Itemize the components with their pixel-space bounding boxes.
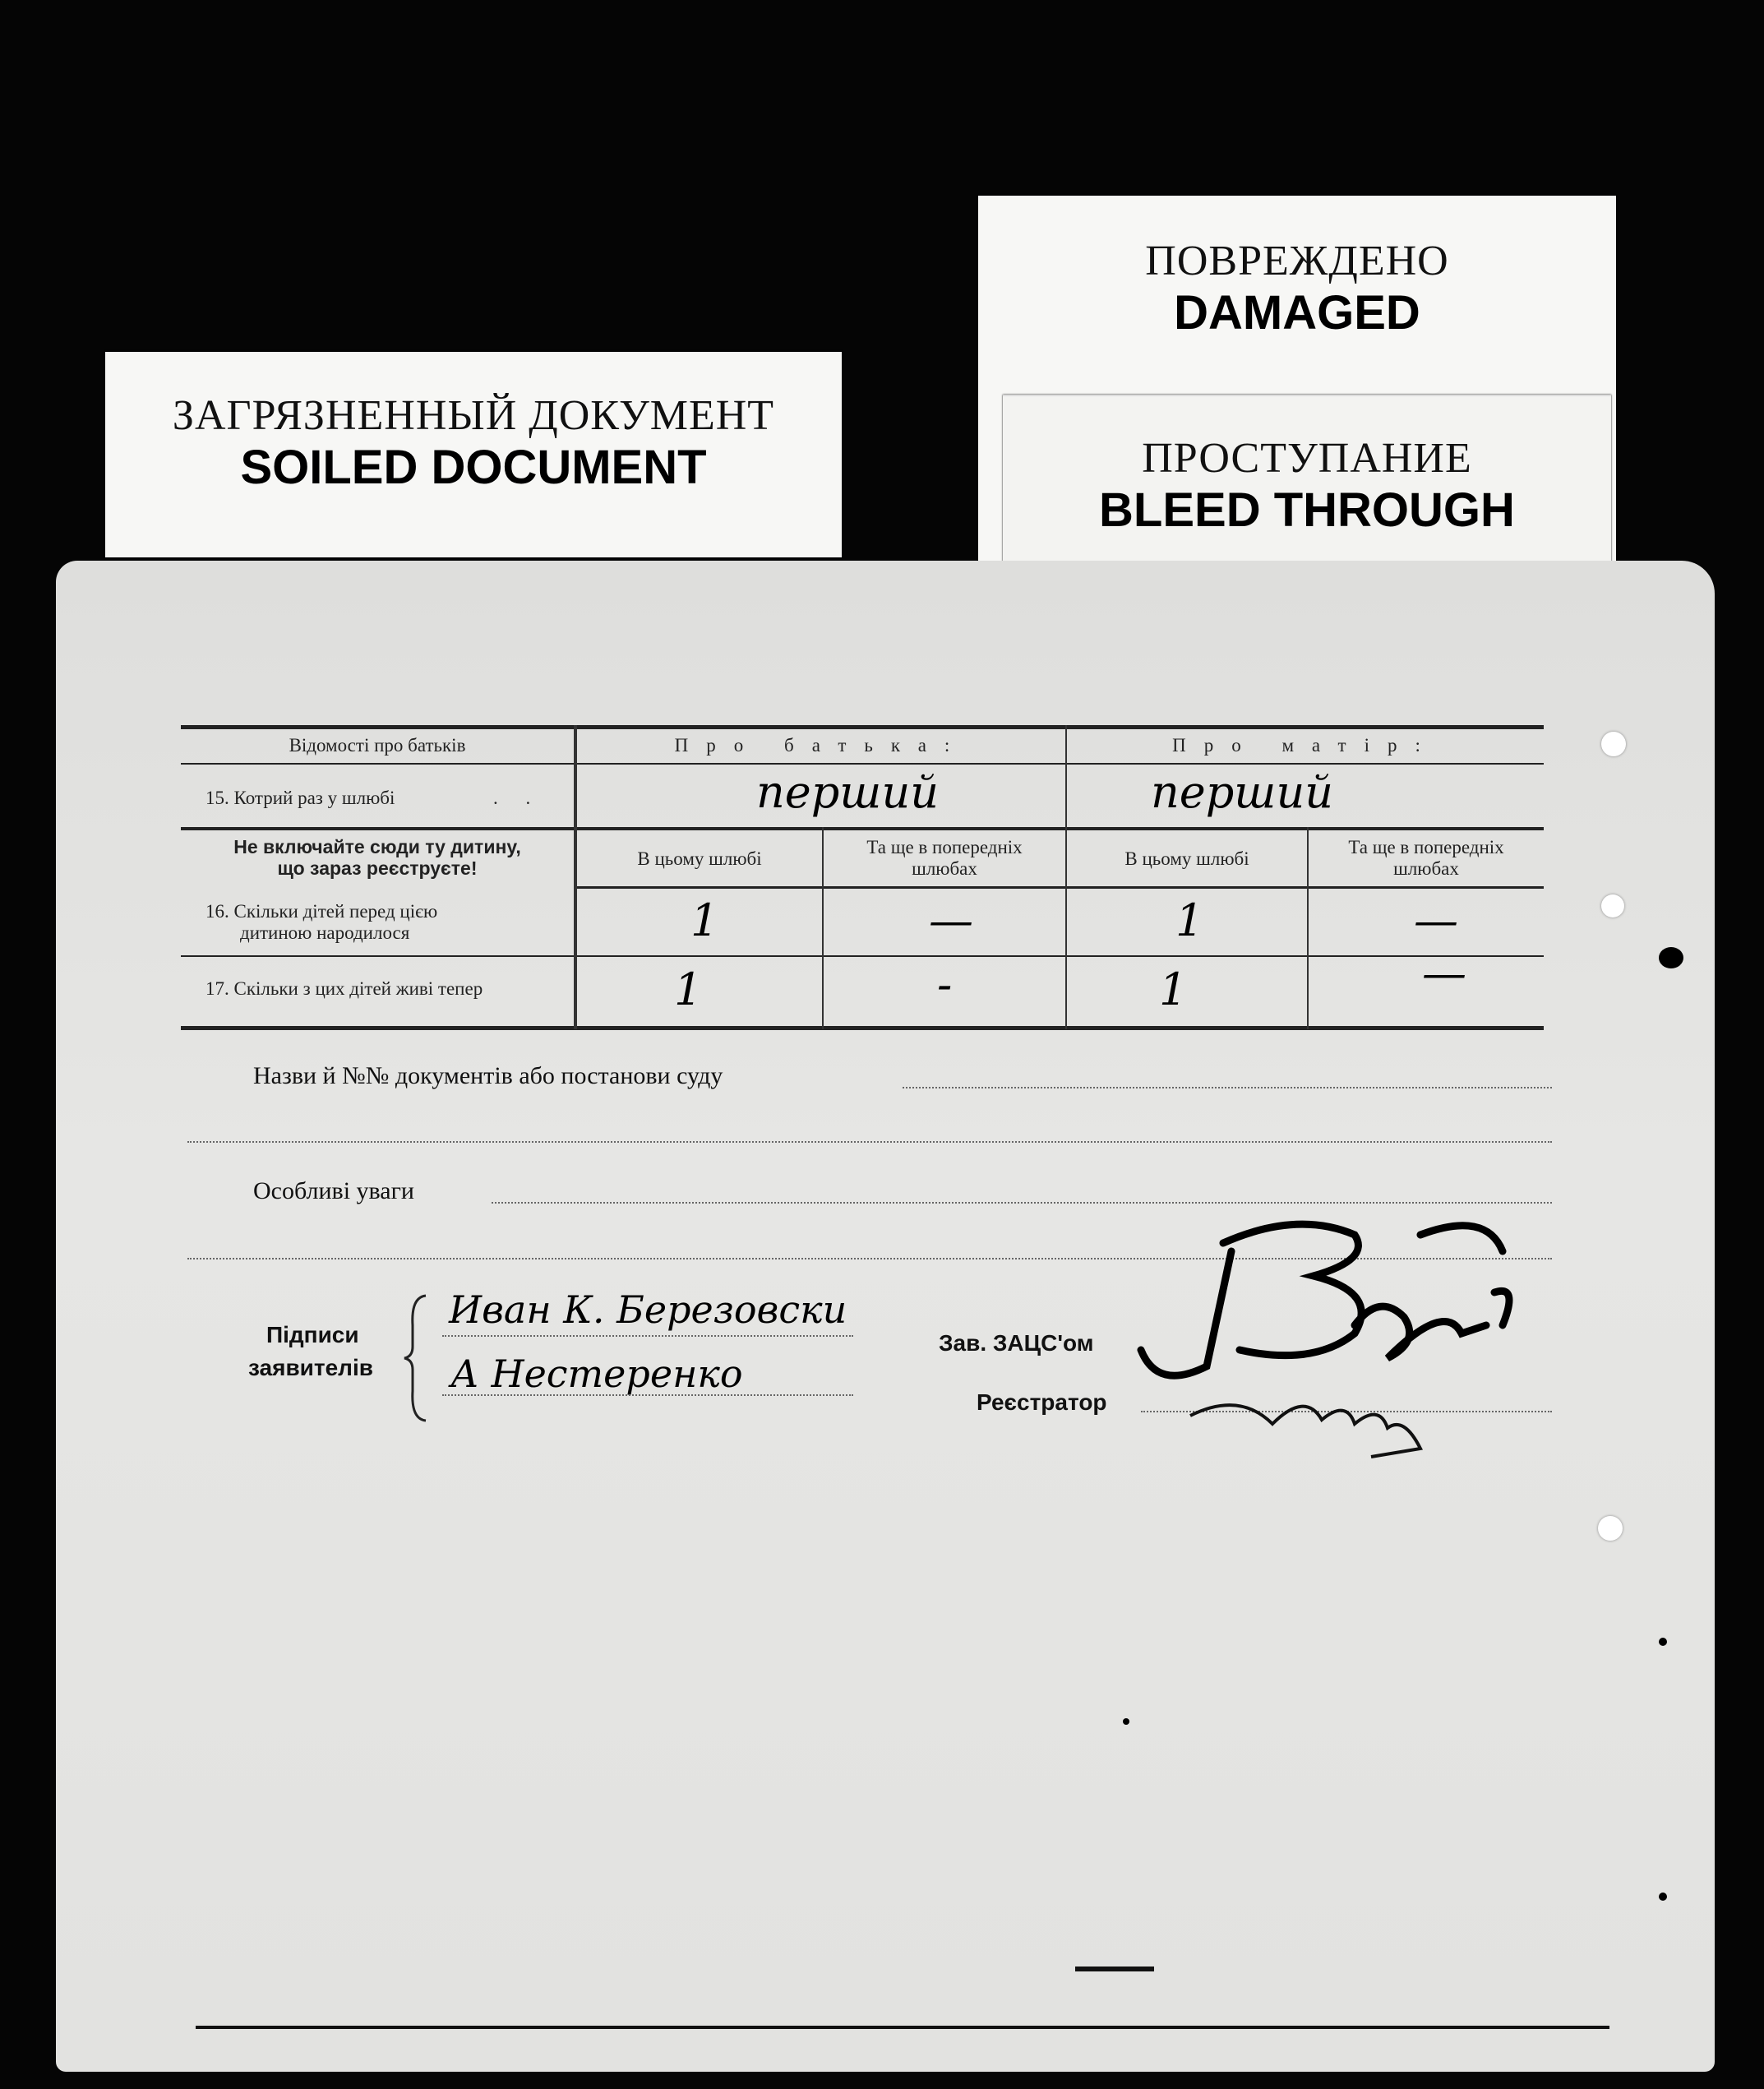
- row16-father-this: 1: [690, 894, 719, 946]
- table-rule: [574, 725, 577, 1029]
- subheader-previous-father-line2: шлюбах: [912, 858, 977, 879]
- bleed-through-label-ru: ПРОСТУПАНИЕ: [1142, 435, 1472, 482]
- row16-mother-previous: —: [1414, 894, 1458, 946]
- brace-icon: [401, 1292, 434, 1424]
- soiled-label-en: SOILED DOCUMENT: [240, 441, 707, 494]
- signer1-signature: Иван К. Березовски: [449, 1287, 847, 1332]
- row17-father-this: 1: [674, 964, 703, 1015]
- table-rule: [1065, 725, 1067, 1029]
- row16-father-previous: —: [929, 894, 973, 946]
- subheader-previous-father-line1: Та ще в попередніх: [866, 837, 1023, 857]
- signer2-line: [442, 1394, 853, 1396]
- head-label: Зав. ЗАЦС'ом: [939, 1330, 1094, 1356]
- ink-speck: [1123, 1718, 1129, 1725]
- leader-dots: . .: [493, 788, 543, 808]
- bleed-through-label-en: BLEED THROUGH: [1099, 483, 1515, 537]
- row17-mother-previous: —: [1422, 947, 1466, 999]
- parents-info-table: [181, 725, 1544, 1034]
- header-father: Про батька:: [674, 735, 968, 756]
- note-line1: Не включайте сюди ту дитину,: [233, 836, 521, 857]
- table-rule: [181, 725, 1544, 729]
- table-rule: [181, 1026, 1544, 1030]
- ink-speck: [1659, 947, 1683, 968]
- header-parents: Відомості про батьків: [289, 735, 466, 756]
- signatures-label-line1: Підписи: [266, 1322, 359, 1347]
- remarks-label: Особливі уваги: [253, 1177, 414, 1204]
- damaged-label-ru: ПОВРЕЖДЕНО: [1145, 238, 1449, 284]
- documents-label: Назви й №№ документів або постанови суду: [253, 1062, 723, 1089]
- soiled-label-ru: ЗАГРЯЗНЕННЫЙ ДОКУМЕНТ: [172, 392, 775, 439]
- soiled-document-label-card: [105, 352, 842, 557]
- row15-label: 15. Котрий раз у шлюбі: [205, 788, 395, 808]
- documents-line: [903, 1087, 1552, 1088]
- row17-father-previous: -: [937, 959, 953, 1010]
- subheader-this-marriage-mother: В цьому шлюбі: [1124, 848, 1249, 869]
- row17-mother-this: 1: [1159, 964, 1188, 1015]
- documents-line-2: [187, 1141, 1552, 1143]
- signer1-line: [442, 1335, 853, 1337]
- row16-mother-this: 1: [1175, 894, 1204, 946]
- official-signature-mark: [1108, 1202, 1535, 1465]
- table-rule: [181, 763, 1544, 765]
- bottom-dash: [1075, 1967, 1154, 1971]
- bleed-through-label-card: [1003, 395, 1611, 569]
- punch-hole: [1601, 894, 1624, 917]
- row16-label-line2: дитиною народилося: [240, 922, 410, 943]
- document-sheet: [56, 561, 1715, 2072]
- table-rule: [575, 886, 1544, 889]
- subheader-previous-mother-line1: Та ще в попередніх: [1348, 837, 1504, 857]
- punch-hole: [1601, 732, 1626, 756]
- punch-hole: [1598, 1516, 1623, 1541]
- row16-label-line1: 16. Скільки дітей перед цією: [205, 901, 438, 922]
- ink-speck: [1659, 1893, 1667, 1901]
- subheader-previous-mother-line2: шлюбах: [1393, 858, 1459, 879]
- registrar-label: Реєстратор: [977, 1389, 1107, 1415]
- bottom-rule: [196, 2026, 1609, 2029]
- ink-speck: [1659, 1638, 1667, 1646]
- row17-label: 17. Скільки з цих дітей живі тепер: [205, 978, 483, 999]
- damaged-label-en: DAMAGED: [1174, 286, 1420, 340]
- row15-father-value: перший: [756, 766, 940, 818]
- row15-mother-value: перший: [1151, 766, 1334, 818]
- note-line2: що зараз реєструєте!: [277, 857, 478, 879]
- header-mother: Про матір:: [1172, 735, 1438, 756]
- signatures-label-line2: заявителів: [248, 1355, 373, 1380]
- subheader-this-marriage-father: В цьому шлюбі: [637, 848, 762, 869]
- table-rule: [181, 955, 1544, 957]
- signer2-signature: А Нестеренко: [450, 1352, 743, 1396]
- table-rule: [181, 827, 1544, 830]
